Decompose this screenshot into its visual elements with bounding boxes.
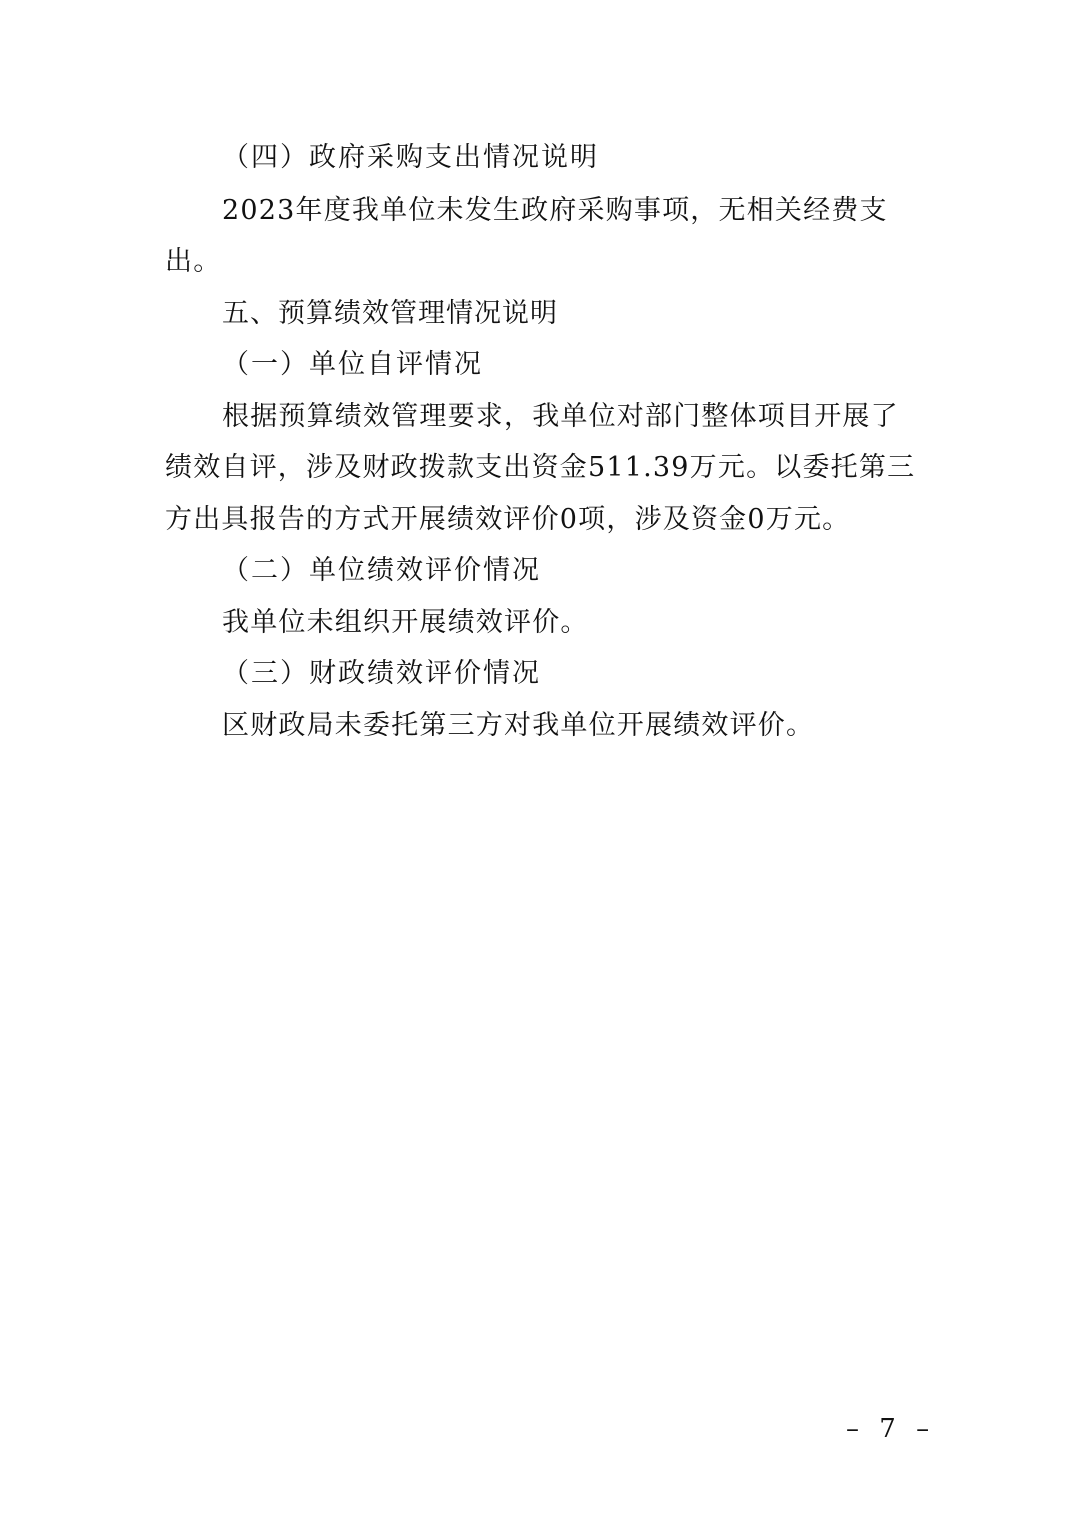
section-5-1-paragraph-line: 绩效自评，涉及财政拨款支出资金511.39万元。以委托第三: [165, 452, 916, 483]
section-4-paragraph-line: 出。: [165, 246, 222, 277]
section-4-heading: （四）政府采购支出情况说明: [222, 142, 599, 173]
page-number: – 7 –: [846, 1414, 936, 1444]
section-5-3-heading: （三）财政绩效评价情况: [222, 658, 541, 689]
section-5-2-heading: （二）单位绩效评价情况: [222, 555, 541, 586]
section-5-2-paragraph: 我单位未组织开展绩效评价。: [222, 607, 589, 638]
section-5-1-paragraph-line: 根据预算绩效管理要求，我单位对部门整体项目开展了: [222, 401, 899, 432]
section-5-heading: 五、预算绩效管理情况说明: [222, 298, 558, 329]
section-5-1-heading: （一）单位自评情况: [222, 349, 483, 380]
section-4-paragraph-line: 2023年度我单位未发生政府采购事项，无相关经费支: [222, 195, 888, 226]
section-5-3-paragraph: 区财政局未委托第三方对我单位开展绩效评价。: [222, 710, 815, 741]
section-5-1-paragraph-line: 方出具报告的方式开展绩效评价0项，涉及资金0万元。: [165, 504, 851, 535]
